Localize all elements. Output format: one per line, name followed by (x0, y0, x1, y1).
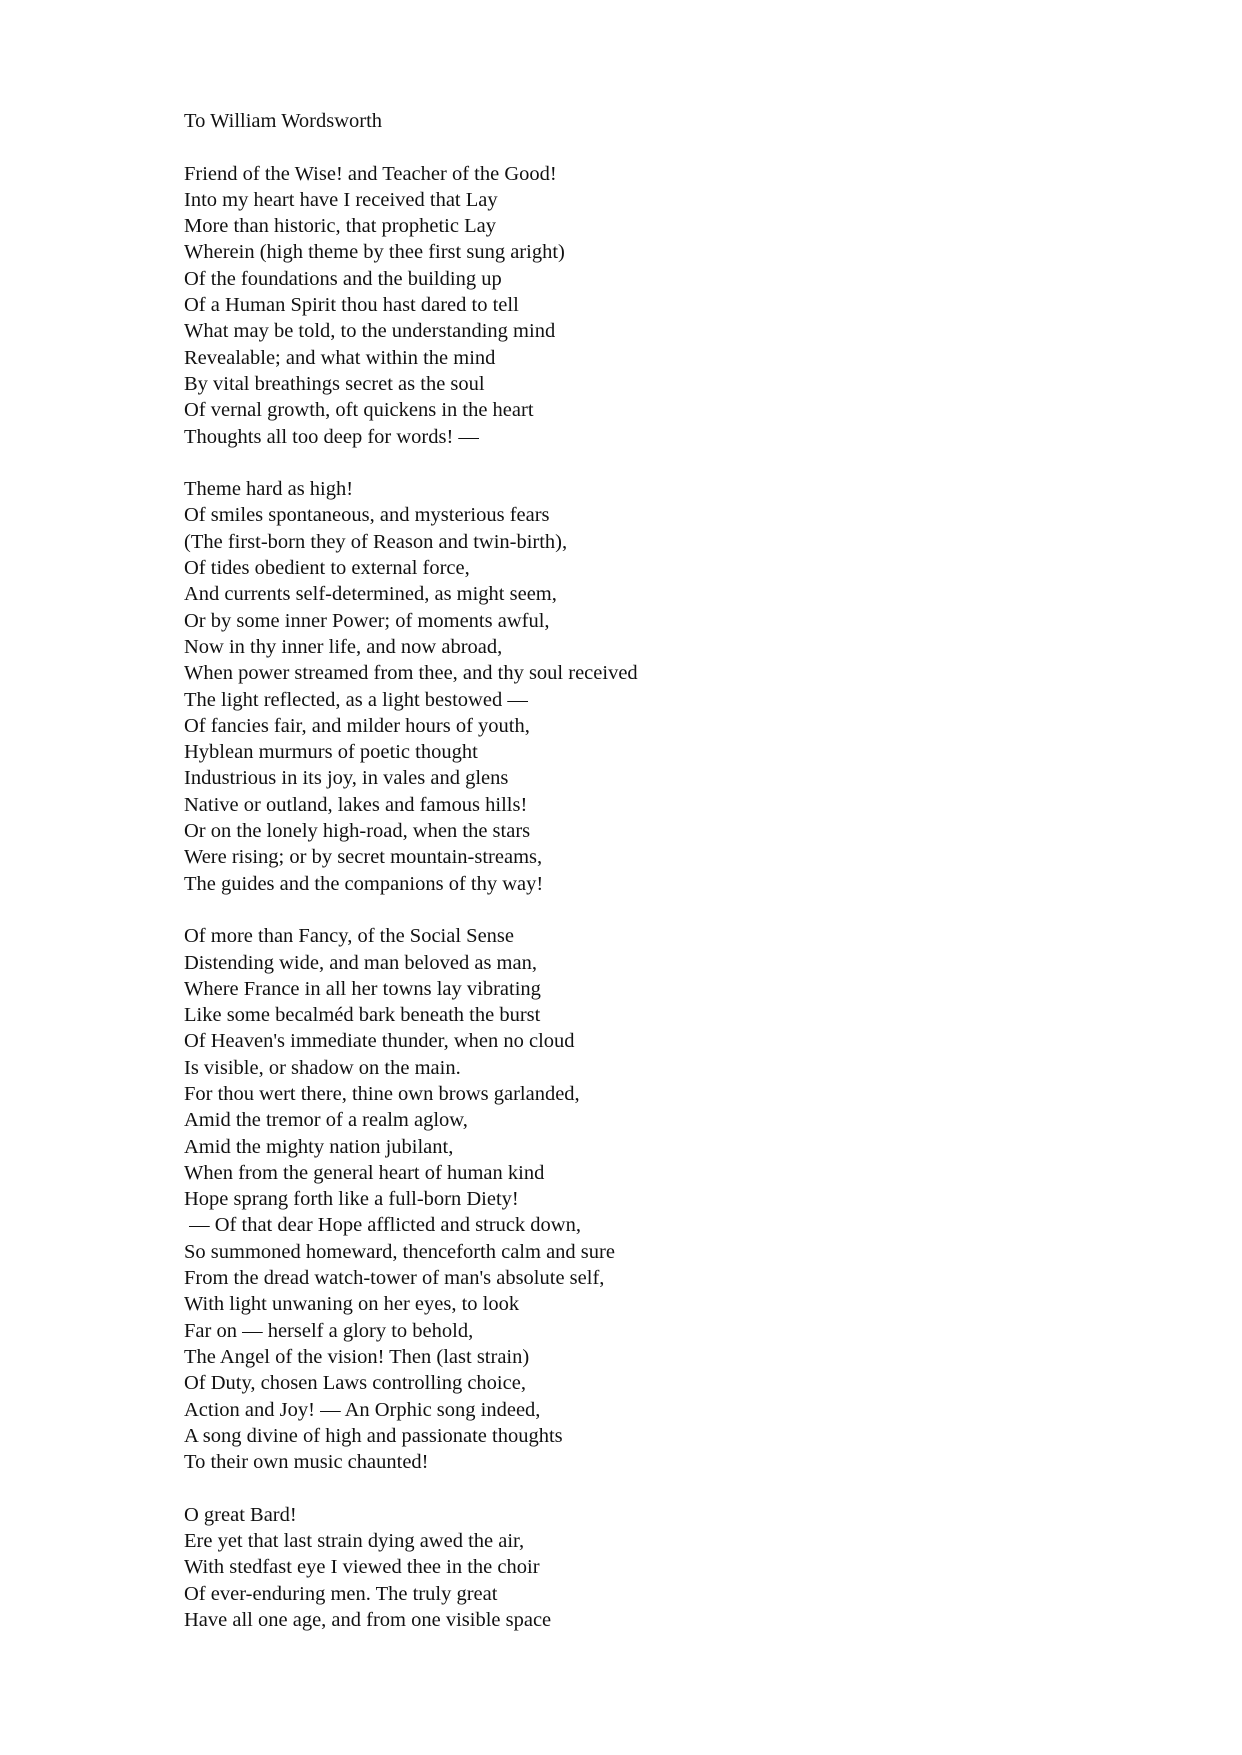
poem-line: Native or outland, lakes and famous hills! (184, 793, 528, 816)
poem-line: Theme hard as high! (184, 478, 354, 501)
poem-line: Or by some inner Power; of moments awful, (184, 609, 550, 632)
poem-line: Were rising; or by secret mountain-streams, (184, 846, 543, 869)
poem-line: More than historic, that prophetic Lay (184, 215, 496, 238)
poem-line: By vital breathings secret as the soul (184, 372, 485, 395)
poem-line: And currents self-determined, as might seem, (184, 583, 557, 606)
poem-line: Into my heart have I received that Lay (184, 188, 498, 211)
poem-line: What may be told, to the understanding mind (184, 320, 556, 343)
poem (184, 108, 1184, 1633)
poem-line: With stedfast eye I viewed thee in the choir (184, 1556, 540, 1579)
poem-line: The light reflected, as a light bestowed — (184, 688, 528, 711)
poem-line: For thou wert there, thine own brows garlanded, (184, 1082, 580, 1105)
poem-line: Ere yet that last strain dying awed the air, (184, 1530, 525, 1553)
poem-line: Or on the lonely high-road, when the stars (184, 820, 531, 843)
stanza (184, 476, 1184, 897)
poem-body (184, 161, 1184, 1634)
poem-line: The Angel of the vision! Then (last strain) (184, 1345, 530, 1368)
poem-line: Amid the tremor of a realm aglow, (184, 1109, 468, 1132)
poem-line: Thoughts all too deep for words! — (184, 425, 479, 448)
poem-line: Of the foundations and the building up (184, 267, 502, 290)
poem-line: Of more than Fancy, of the Social Sense (184, 925, 515, 948)
poem-line: Friend of the Wise! and Teacher of the Good! (184, 162, 557, 185)
poem-line: Wherein (high theme by thee first sung aright) (184, 241, 565, 264)
poem-line: Now in thy inner life, and now abroad, (184, 635, 503, 658)
poem-line: The guides and the companions of thy way! (184, 872, 544, 895)
poem-line: Of tides obedient to external force, (184, 557, 470, 580)
poem-line: Is visible, or shadow on the main. (184, 1056, 461, 1079)
poem-line: Of Heaven's immediate thunder, when no cloud (184, 1030, 575, 1053)
poem-line: Distending wide, and man beloved as man, (184, 951, 537, 974)
poem-line: — Of that dear Hope afflicted and struck down, (184, 1214, 581, 1237)
poem-line: Like some becalméd bark beneath the burst (184, 1004, 541, 1027)
poem-line: Of ever-enduring men. The truly great (184, 1582, 498, 1605)
stanza (184, 161, 1184, 450)
stanza (184, 1502, 1184, 1633)
poem-line: Hope sprang forth like a full-born Diety! (184, 1188, 519, 1211)
poem-line: Of a Human Spirit thou hast dared to tell (184, 294, 519, 317)
poem-line: Action and Joy! — An Orphic song indeed, (184, 1398, 541, 1421)
poem-line: A song divine of high and passionate thoughts (184, 1424, 563, 1447)
poem-line: So summoned homeward, thenceforth calm and sure (184, 1240, 615, 1263)
poem-line: Revealable; and what within the mind (184, 346, 496, 369)
poem-line: Industrious in its joy, in vales and glens (184, 767, 509, 790)
poem-line: Of Duty, chosen Laws controlling choice, (184, 1372, 526, 1395)
poem-line: To their own music chaunted! (184, 1451, 429, 1474)
poem-line: When power streamed from thee, and thy soul received (184, 662, 638, 685)
poem-line: Hyblean murmurs of poetic thought (184, 741, 478, 764)
poem-line: Amid the mighty nation jubilant, (184, 1135, 454, 1158)
poem-line: Have all one age, and from one visible space (184, 1608, 552, 1631)
poem-title: To William Wordsworth (184, 110, 383, 132)
stanza (184, 923, 1184, 1475)
poem-line: Where France in all her towns lay vibrating (184, 977, 541, 1000)
poem-line: Of fancies fair, and milder hours of youth, (184, 714, 530, 737)
poem-line: With light unwaning on her eyes, to look (184, 1293, 520, 1316)
poem-line: Far on — herself a glory to behold, (184, 1319, 474, 1342)
poem-line: From the dread watch-tower of man's absolute self, (184, 1267, 605, 1290)
poem-line: Of smiles spontaneous, and mysterious fears (184, 504, 550, 527)
poem-line: When from the general heart of human kind (184, 1161, 545, 1184)
poem-line: Of vernal growth, oft quickens in the heart (184, 399, 534, 422)
poem-line: (The first-born they of Reason and twin-birth), (184, 530, 568, 553)
poem-line: O great Bard! (184, 1503, 297, 1526)
